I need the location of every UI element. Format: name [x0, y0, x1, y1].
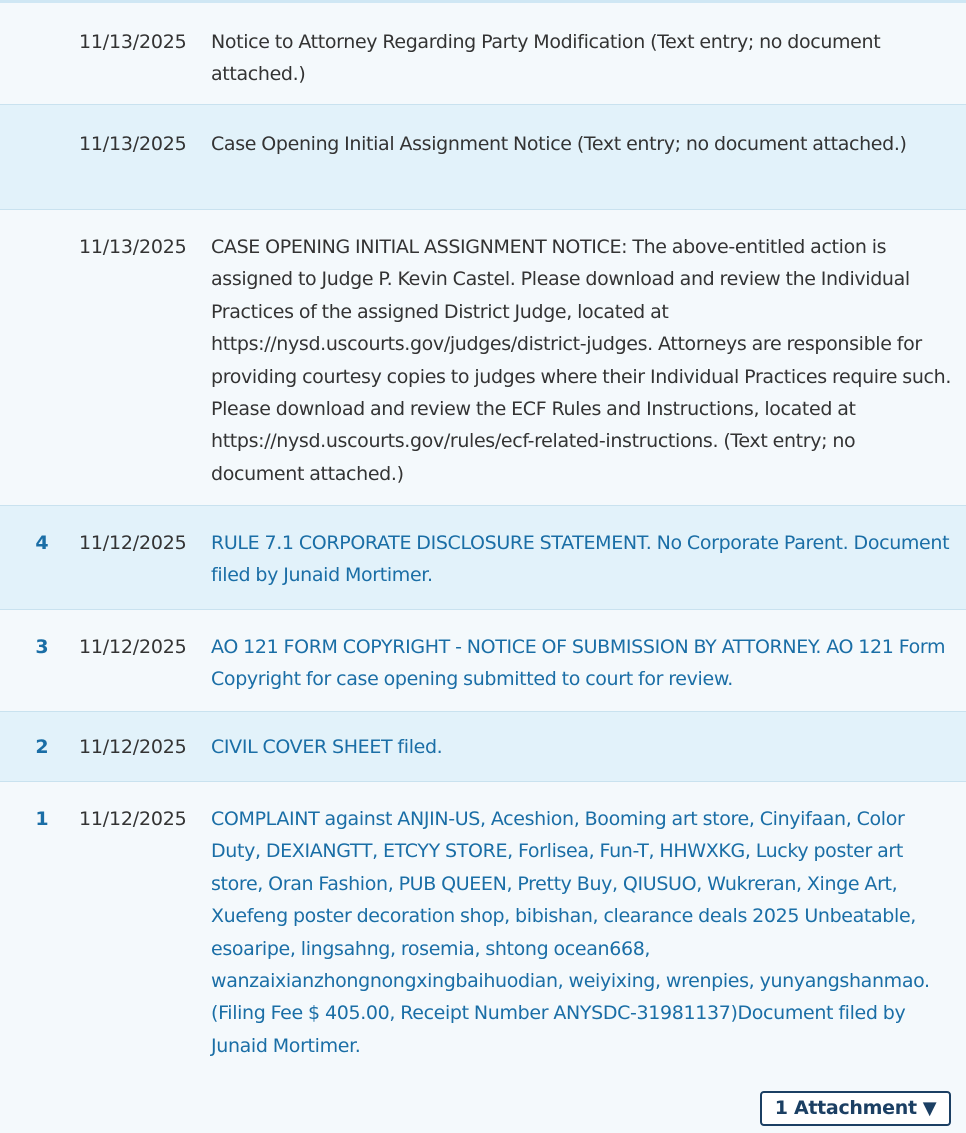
docket-entry-row: [0, 3, 966, 105]
docket-entry-row: [0, 210, 966, 506]
triangle-down-icon: ▼: [922, 1098, 937, 1119]
entry-date: 11/12/2025: [79, 532, 187, 554]
entry-date: 11/13/2025: [79, 133, 187, 155]
docket-entry-row: [0, 105, 966, 210]
entry-date: 11/12/2025: [79, 636, 187, 658]
attachment-button-label: 1 Attachment: [774, 1097, 917, 1119]
entry-description-link[interactable]: COMPLAINT against ANJIN-US, Aceshion, Booming art store, Cinyifaan, Color Duty, DEXIANGTT, ETCYY STORE, Forlisea, Fun-T, HHWXKG, Lucky poster art store, Oran Fashion, PUB QUEEN, Pretty Buy, QIUSUO, Wukreran, Xinge Art, Xuefeng poster decoration shop, bibishan, clearance deals 2025 Unbeatable, esoaripe, lingsahng, rosemia, shtong ocean668, wanzaixianzhongnongxingbaihuodian, weiyixing, wrenpies, yunyangshanmao. (Filing Fee $ 405.00, Receipt Number ANYSDC-31981137)Document filed by Junaid Mortimer.: [211, 808, 930, 1057]
docket-entry-row: [0, 712, 966, 782]
entry-number[interactable]: 3: [35, 636, 49, 658]
entry-description-link[interactable]: CIVIL COVER SHEET filed.: [211, 736, 443, 758]
entry-number[interactable]: 2: [35, 736, 49, 758]
attachment-dropdown-button[interactable]: [760, 1091, 951, 1126]
entry-date: 11/13/2025: [79, 236, 187, 258]
entry-number[interactable]: 4: [35, 532, 49, 554]
entry-date: 11/12/2025: [79, 736, 187, 758]
entry-description: CASE OPENING INITIAL ASSIGNMENT NOTICE: The above-entitled action is assigned to Judge P. Kevin Castel. Please download and review the Individual Practices of the assigned District Judge, located at https://nysd.uscourts.gov/judges/district-judges. Attorneys are responsible for providing courtesy copies to judges where their Individual Practices require such. Please download and review the ECF Rules and Instructions, located at https://nysd.uscourts.gov/rules/ecf-related-instructions. (Text entry; no document attached.): [211, 236, 952, 485]
entry-description-link[interactable]: RULE 7.1 CORPORATE DISCLOSURE STATEMENT. No Corporate Parent. Document filed by Junaid Mortimer.: [211, 532, 950, 587]
docket-entry-row: [0, 506, 966, 610]
docket-entry-row: [0, 782, 966, 1133]
entry-number[interactable]: 1: [35, 808, 49, 830]
entry-description: Case Opening Initial Assignment Notice (Text entry; no document attached.): [211, 133, 907, 155]
entry-description: Notice to Attorney Regarding Party Modification (Text entry; no document attached.): [211, 31, 881, 86]
entry-description-link[interactable]: AO 121 FORM COPYRIGHT - NOTICE OF SUBMISSION BY ATTORNEY. AO 121 Form Copyright for case opening submitted to court for review.: [211, 636, 946, 691]
docket-entry-row: [0, 610, 966, 712]
entry-date: 11/13/2025: [79, 31, 187, 53]
entry-date: 11/12/2025: [79, 808, 187, 830]
